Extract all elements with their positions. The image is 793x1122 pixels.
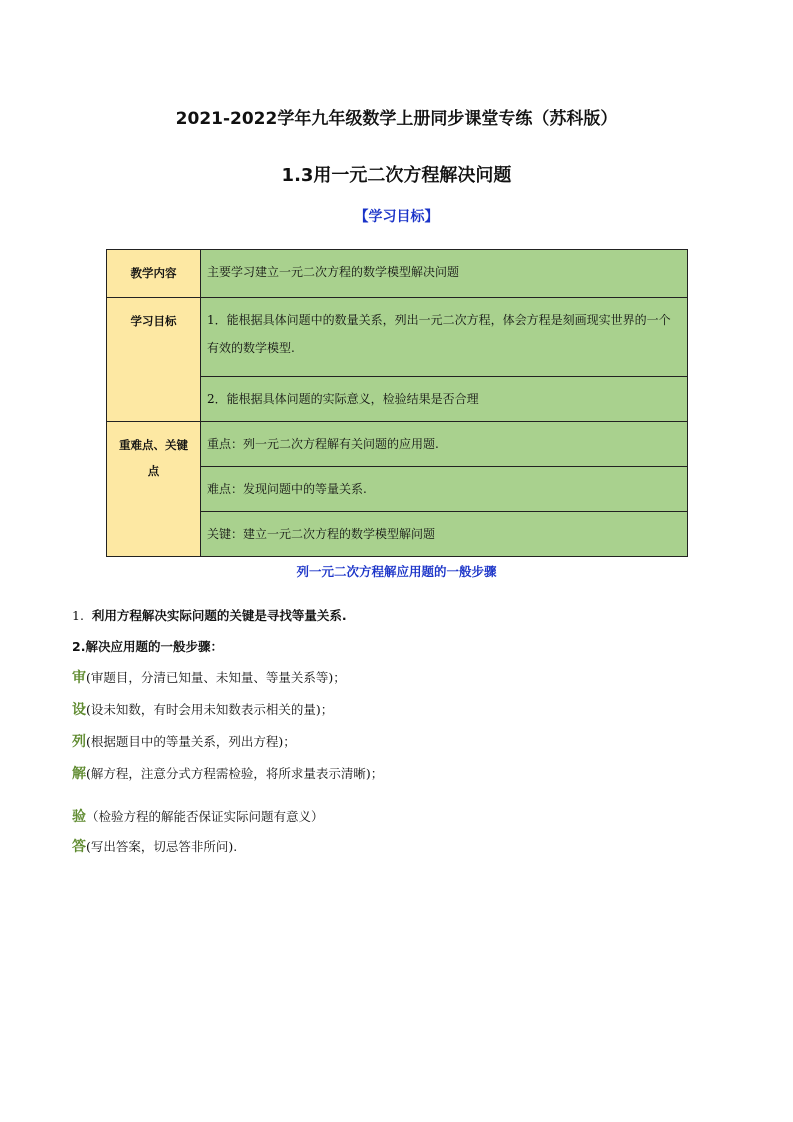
row-value-focus: 重点：列一元二次方程解有关问题的应用题. [201,422,688,467]
step-text: (解方程，注意分式方程需检验，将所求量表示清晰)； [86,766,384,781]
list-item [72,806,324,826]
step-text: (审题目，分清已知量、未知量、等量关系等)； [86,670,346,685]
point-1-number: 1. [72,608,84,623]
label-text: 教学内容 [130,266,177,280]
point-1 [72,606,347,624]
learning-goals-table [106,249,688,557]
row-label-content [107,250,201,298]
list-item [72,667,346,687]
step-text: (设未知数，有时会用未知数表示相关的量)； [86,702,334,717]
point-2: 2.解决应用题的一般步骤： [72,639,223,654]
step-text: （检验方程的解能否保证实际问题有意义） [86,809,324,824]
document-title: 2021-2022学年九年级数学上册同步课堂专练（苏科版） [175,109,618,129]
row-label-key-points [107,422,201,557]
label-text: 重难点、关键 [119,438,188,452]
table-row [107,250,688,298]
step-text: (写出答案，切忌答非所问). [86,839,238,854]
row-value-goal-1: 1．能根据具体问题中的数量关系，列出一元二次方程，体会方程是刻画现实世界的一个有效的数学模型. [201,298,688,377]
step-key: 答 [72,839,86,855]
step-key: 审 [72,670,86,686]
step-key: 设 [72,702,86,718]
table-row [107,422,688,467]
row-label-goals [107,298,201,422]
step-key: 解 [72,766,86,782]
step-key: 验 [72,809,86,825]
point-1-text: 利用方程解决实际问题的关键是寻找等量关系. [91,608,347,623]
row-value-key: 关键：建立一元二次方程的数学模型解问题 [201,512,688,557]
label-text: 点 [147,464,160,478]
steps-heading: 列一元二次方程解应用题的一般步骤 [296,564,497,579]
list-item [72,731,296,751]
table-row [107,298,688,377]
step-text: (根据题目中的等量关系，列出方程)； [86,734,296,749]
list-item [72,836,237,856]
list-item [72,699,333,719]
row-value-goal-2: 2．能根据具体问题的实际意义，检验结果是否合理 [201,377,688,422]
row-value-difficulty: 难点：发现问题中的等量关系. [201,467,688,512]
lesson-title: 1.3用一元二次方程解决问题 [281,165,512,186]
list-item [72,763,383,783]
row-value-content: 主要学习建立一元二次方程的数学模型解决问题 [201,250,688,298]
step-key: 列 [72,734,86,750]
label-text: 学习目标 [130,314,177,328]
learning-goals-heading: 【学习目标】 [354,209,439,225]
